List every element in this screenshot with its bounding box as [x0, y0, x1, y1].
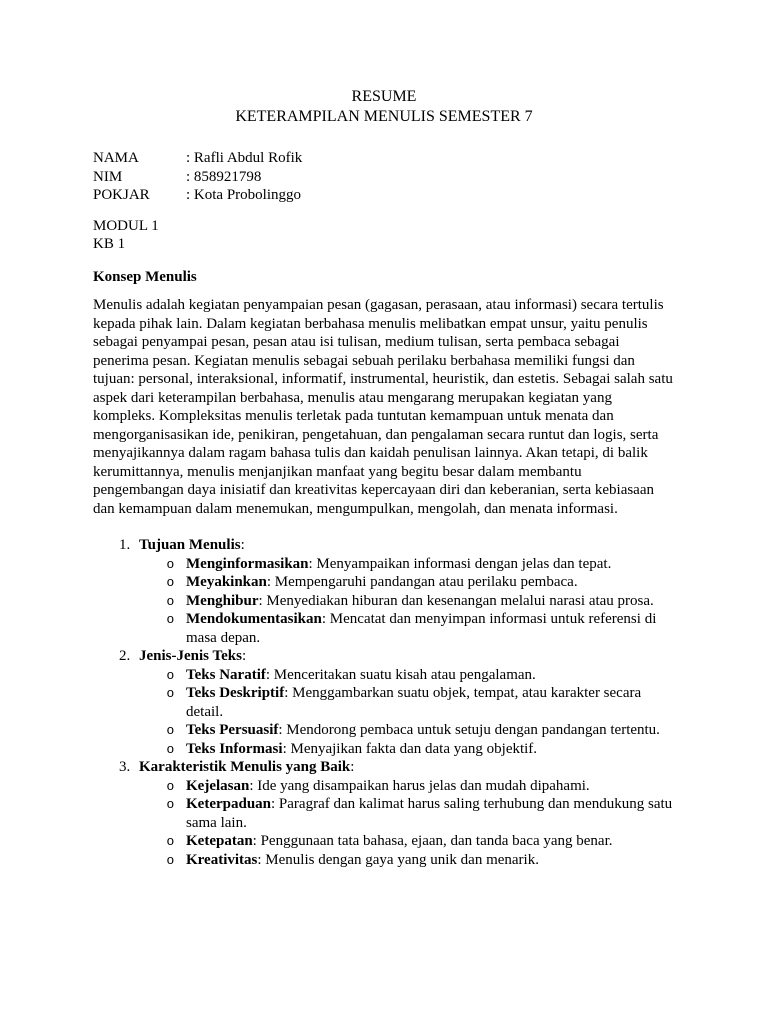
bullet-icon: o — [166, 722, 174, 737]
list-item — [93, 647, 675, 758]
identity-key: NAMA — [93, 150, 139, 166]
sub-list-text — [186, 832, 675, 851]
bullet-icon: o — [166, 851, 174, 867]
sub-list-term: Teks Deskriptif — [186, 685, 285, 701]
sub-list-text — [186, 721, 675, 740]
bullet-icon: o — [166, 740, 174, 756]
sub-list-item — [93, 721, 675, 740]
list-item-title-text: Tujuan Menulis — [139, 537, 241, 553]
bullet-icon: o — [166, 796, 174, 811]
sub-list-item — [93, 795, 675, 832]
sub-list-description: : Penggunaan tata bahasa, ejaan, dan tanda baca yang benar. — [252, 833, 613, 849]
bullet-icon: o — [166, 592, 174, 608]
sub-list-text — [186, 573, 675, 592]
list-item-body — [139, 758, 675, 869]
list-item-title-text: Karakteristik Menulis yang Baik — [139, 759, 351, 775]
sub-list-description: : Menyediakan hiburan dan kesenangan melalui narasi atau prosa. — [258, 592, 654, 609]
list-item-title-text: Jenis-Jenis Teks — [139, 648, 242, 664]
sub-list-term: Menghibur — [186, 592, 259, 609]
bullet-icon: o — [166, 666, 174, 682]
sub-list-item — [93, 684, 675, 721]
list-item-title — [139, 536, 675, 555]
sub-list-term: Keterpaduan — [186, 796, 272, 812]
list-item-title-suffix: : — [240, 537, 245, 553]
identity-value: : 858921798 — [186, 168, 262, 185]
sub-list-term: Kreativitas — [186, 851, 258, 868]
document-subtitle: KETERAMPILAN MENULIS SEMESTER 7 — [235, 108, 533, 125]
section-heading: Konsep Menulis — [93, 268, 197, 285]
body-paragraph: Menulis adalah kegiatan penyampaian pesan (gagasan, perasaan, atau informasi) secara tertulis kepada pihak lain. Dalam kegiatan berbahasa menulis melibatkan empat unsur, yaitu penulis sebagai penyampai pesan, pesan atau isi tulisan, medium tulisan, serta pembaca sebagai penerima pesan. Kegiatan menulis sebagai sebuah perilaku berbahasa memiliki fungsi dan tujuan: personal, interaksional, informatif, instrumental, heuristik, dan estetis. Sebagai salah satu aspek dari keterampilan berbahasa, menulis atau mengarang merupakan kegiatan yang kompleks. Kompleksitas menulis terletak pada tuntutan kemampuan untuk menata dan mengorganisasikan ide, penikiran, pengetahuan, dan pengalaman secara runtut dan logis, serta menyajikannya dalam ragam bahasa tulis dan kaidah penulisan lainnya. Akan tetapi, di balik kerumittannya, menulis menjanjikan manfaat yang begitu besar dalam membantu pengembangan daya inisiatif dan kreativitas kepercayaan diri dan keberanian, serta kebiasaan dan kemampuan dalam menemukan, mengumpulkan, mengolah, dan menata informasi. — [93, 297, 673, 517]
sub-list-description: : Ide yang disampaikan harus jelas dan mudah dipahami. — [249, 777, 590, 794]
sub-list-description: : Menyajikan fakta dan data yang objektif. — [282, 740, 538, 757]
bullet-icon: o — [166, 574, 174, 589]
sub-list-text — [186, 684, 675, 721]
identity-key: POKJAR — [93, 187, 150, 203]
identity-row-nim — [93, 168, 675, 187]
sub-list-item — [93, 592, 675, 611]
numbered-list — [93, 536, 675, 869]
sub-list-term: Meyakinkan — [186, 574, 267, 590]
sub-list-description: : Menggambarkan suatu objek, tempat, atau karakter secara detail. — [186, 685, 642, 720]
sub-list-description: : Menyampaikan informasi dengan jelas dan tepat. — [308, 555, 612, 572]
list-number-text: 2. — [119, 648, 131, 664]
sub-list-text — [186, 795, 675, 832]
sub-list-item — [93, 777, 675, 796]
identity-key: NIM — [93, 168, 123, 185]
sub-list-text — [186, 666, 675, 685]
sub-list-item — [93, 851, 675, 870]
bullet-icon: o — [166, 611, 174, 626]
sub-list-description: : Mendorong pembaca untuk setuju dengan pandangan tertentu. — [278, 722, 660, 738]
list-number-text: 3. — [119, 759, 131, 775]
list-item-body — [139, 536, 675, 647]
sub-list-text — [186, 610, 675, 647]
identity-value: : Rafli Abdul Rofik — [186, 150, 303, 166]
sub-list-item — [93, 610, 675, 647]
list-item — [93, 536, 675, 647]
sub-list-text — [186, 555, 675, 574]
sub-list-description: : Mempengaruhi pandangan atau perilaku pembaca. — [266, 574, 578, 590]
sub-list-description: : Mencatat dan menyimpan informasi untuk referensi di masa depan. — [186, 611, 657, 646]
sub-list-text — [186, 851, 675, 870]
sub-list-term: Ketepatan — [186, 833, 253, 849]
bullet-icon: o — [166, 777, 174, 793]
sub-list-description: : Menceritakan suatu kisah atau pengalaman. — [265, 666, 536, 683]
sub-list-term: Kejelasan — [186, 777, 250, 794]
sub-list-text — [186, 740, 675, 759]
sub-list-item — [93, 555, 675, 574]
sub-list-term: Menginformasikan — [186, 555, 309, 572]
sub-list-text — [186, 592, 675, 611]
sub-list-item — [93, 573, 675, 592]
sub-list-term: Teks Persuasif — [186, 722, 279, 738]
bullet-icon: o — [166, 833, 174, 848]
identity-row-pokjar — [93, 186, 675, 205]
sub-list-text — [186, 777, 675, 796]
list-item-title-suffix: : — [350, 759, 355, 775]
modul-label: MODUL 1 — [93, 217, 159, 234]
sub-list-item — [93, 740, 675, 759]
sub-list-term: Teks Naratif — [186, 666, 266, 683]
list-item-body — [139, 647, 675, 758]
list-item-title-suffix: : — [241, 648, 247, 664]
document-title: RESUME — [351, 88, 417, 105]
list-item-title — [139, 647, 675, 666]
list-number-text: 1. — [119, 537, 131, 553]
identity-row-nama — [93, 149, 675, 168]
identity-value: : Kota Probolinggo — [186, 187, 301, 203]
sub-list-term: Mendokumentasikan — [186, 611, 322, 627]
bullet-icon: o — [166, 555, 174, 571]
list-item-title — [139, 758, 675, 777]
sub-list-item — [93, 832, 675, 851]
kb-label: KB 1 — [93, 236, 126, 252]
bullet-icon: o — [166, 685, 174, 700]
sub-list-description: : Paragraf dan kalimat harus saling terhubung dan mendukung satu sama lain. — [186, 796, 673, 831]
sub-list-item — [93, 666, 675, 685]
sub-list-description: : Menulis dengan gaya yang unik dan menarik. — [257, 851, 539, 868]
sub-list-term: Teks Informasi — [186, 740, 283, 757]
list-item — [93, 758, 675, 869]
identity-block — [93, 149, 675, 205]
document-content — [93, 87, 675, 869]
